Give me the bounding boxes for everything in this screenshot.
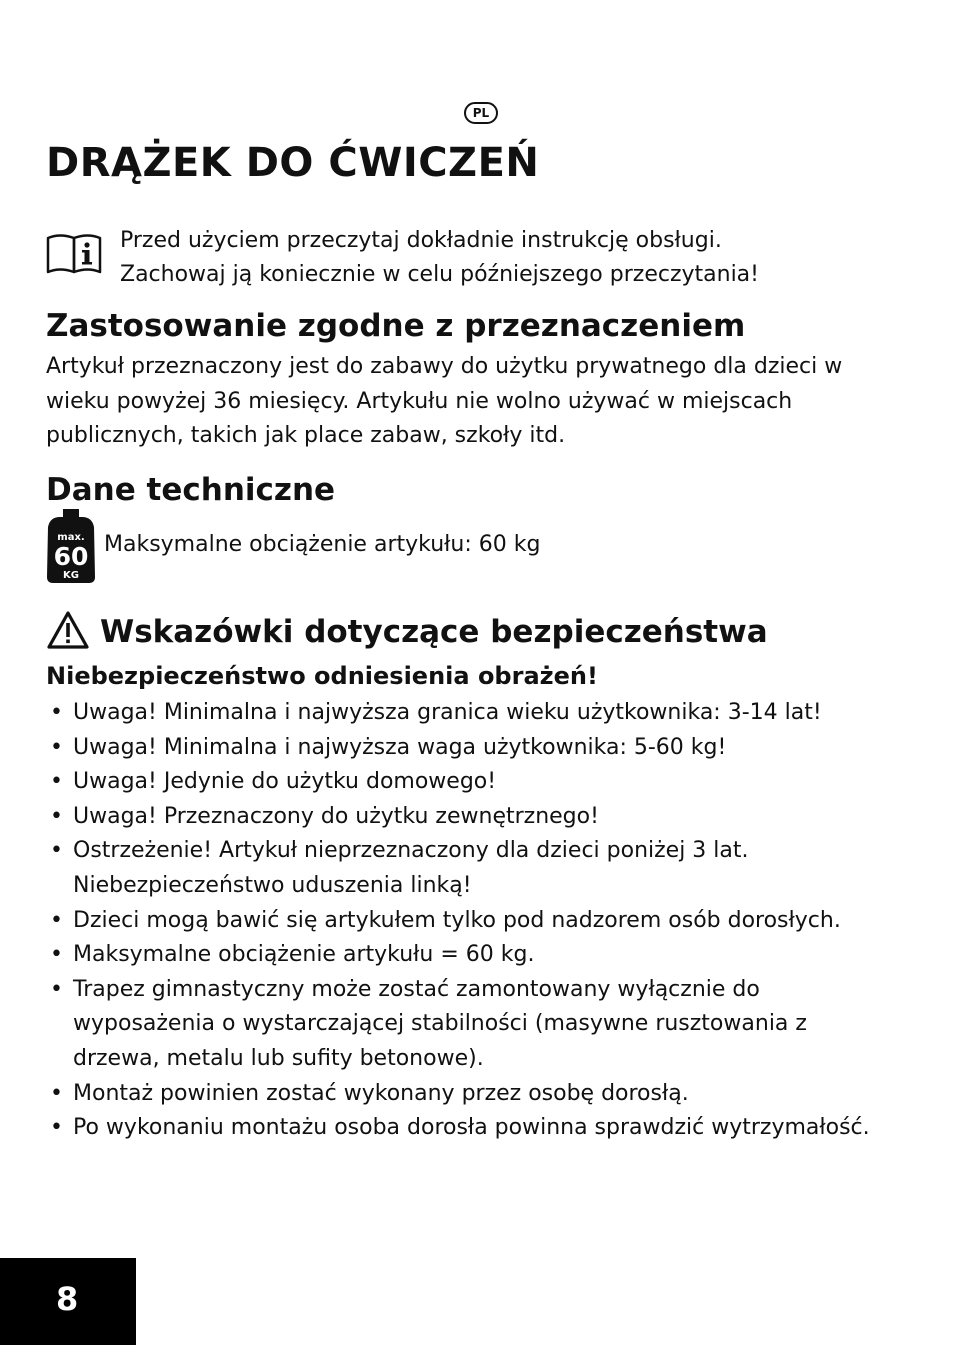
bullet-symbol: • — [50, 803, 63, 829]
bullet-symbol: • — [50, 907, 63, 933]
intended-use-heading: Zastosowanie zgodne z przeznaczeniem — [46, 308, 746, 344]
bullet-symbol: • — [50, 734, 63, 760]
paragraph-line: wieku powyżej 36 miesięcy. Artykułu nie wolno używać w miejscach — [46, 388, 793, 414]
page-title: DRĄŻEK DO ĆWICZEŃ — [46, 140, 540, 186]
safety-item-line: Dzieci mogą bawić się artykułem tylko pod nadzorem osób dorosłych. — [73, 907, 841, 933]
safety-item — [46, 1111, 926, 1146]
safety-item — [46, 904, 926, 939]
safety-item — [46, 765, 926, 800]
bullet-symbol: • — [50, 1080, 63, 1106]
safety-item-line: wyposażenia o wystarczającej stabilności (masywne rusztowania z — [73, 1011, 807, 1037]
bullet-symbol: • — [50, 769, 63, 795]
safety-item-line: drzewa, metalu lub sufity betonowe). — [73, 1045, 484, 1071]
safety-list — [46, 696, 926, 1146]
weight-icon-unit: KG — [63, 570, 79, 581]
weight-icon-max: max. — [57, 532, 85, 543]
page-number: 8 — [56, 1280, 79, 1318]
max-load-text: Maksymalne obciążenie artykułu: 60 kg — [104, 532, 541, 557]
bullet-symbol: • — [50, 976, 63, 1002]
safety-item-line: Uwaga! Przeznaczony do użytku zewnętrznego! — [73, 803, 599, 829]
safety-item-line: Uwaga! Jedynie do użytku domowego! — [73, 769, 497, 795]
safety-item — [46, 731, 926, 766]
safety-item-line: Montaż powinien zostać wykonany przez osobę dorosłą. — [73, 1080, 689, 1106]
safety-item — [46, 1077, 926, 1112]
safety-item — [46, 834, 926, 903]
bullet-symbol: • — [50, 700, 63, 725]
max-weight-icon — [46, 507, 96, 585]
manual-info-icon — [46, 232, 102, 276]
bullet-symbol: • — [50, 1115, 63, 1141]
paragraph-line: Artykuł przeznaczony jest do zabawy do użytku prywatnego dla dzieci w — [46, 354, 843, 379]
intended-use-text — [46, 350, 906, 454]
notice-line: Przed użyciem przeczytaj dokładnie instrukcję obsługi. — [120, 228, 722, 253]
read-manual-notice — [120, 224, 920, 292]
safety-heading: Wskazówki dotyczące bezpieczeństwa — [100, 614, 768, 650]
weight-icon-value: 60 — [53, 542, 89, 571]
safety-item-line: Uwaga! Minimalna i najwyższa waga użytkownika: 5-60 kg! — [73, 734, 727, 760]
safety-item — [46, 800, 926, 835]
injury-risk-subheading: Niebezpieczeństwo odniesienia obrażeń! — [46, 662, 598, 690]
safety-item-line: Po wykonaniu montażu osoba dorosła powinna sprawdzić wytrzymałość. — [73, 1115, 870, 1141]
safety-item-line: Niebezpieczeństwo uduszenia linką! — [73, 872, 472, 898]
language-badge: PL — [464, 102, 498, 124]
paragraph-line: publicznych, takich jak place zabaw, szkoły itd. — [46, 423, 566, 448]
bullet-symbol: • — [50, 838, 63, 864]
safety-item — [46, 973, 926, 1077]
tech-data-heading: Dane techniczne — [46, 472, 336, 508]
safety-item-line: Maksymalne obciążenie artykułu = 60 kg. — [73, 942, 535, 968]
safety-item — [46, 696, 926, 731]
safety-item-line: Trapez gimnastyczny może zostać zamontowany wyłącznie do — [73, 976, 760, 1002]
safety-item — [46, 938, 926, 973]
warning-icon — [46, 610, 90, 650]
notice-line: Zachowaj ją koniecznie w celu późniejszego przeczytania! — [120, 262, 759, 287]
bullet-symbol: • — [50, 942, 63, 968]
safety-item-line: Uwaga! Minimalna i najwyższa granica wieku użytkownika: 3-14 lat! — [73, 700, 822, 725]
safety-item-line: Ostrzeżenie! Artykuł nieprzeznaczony dla dzieci poniżej 3 lat. — [73, 838, 749, 864]
